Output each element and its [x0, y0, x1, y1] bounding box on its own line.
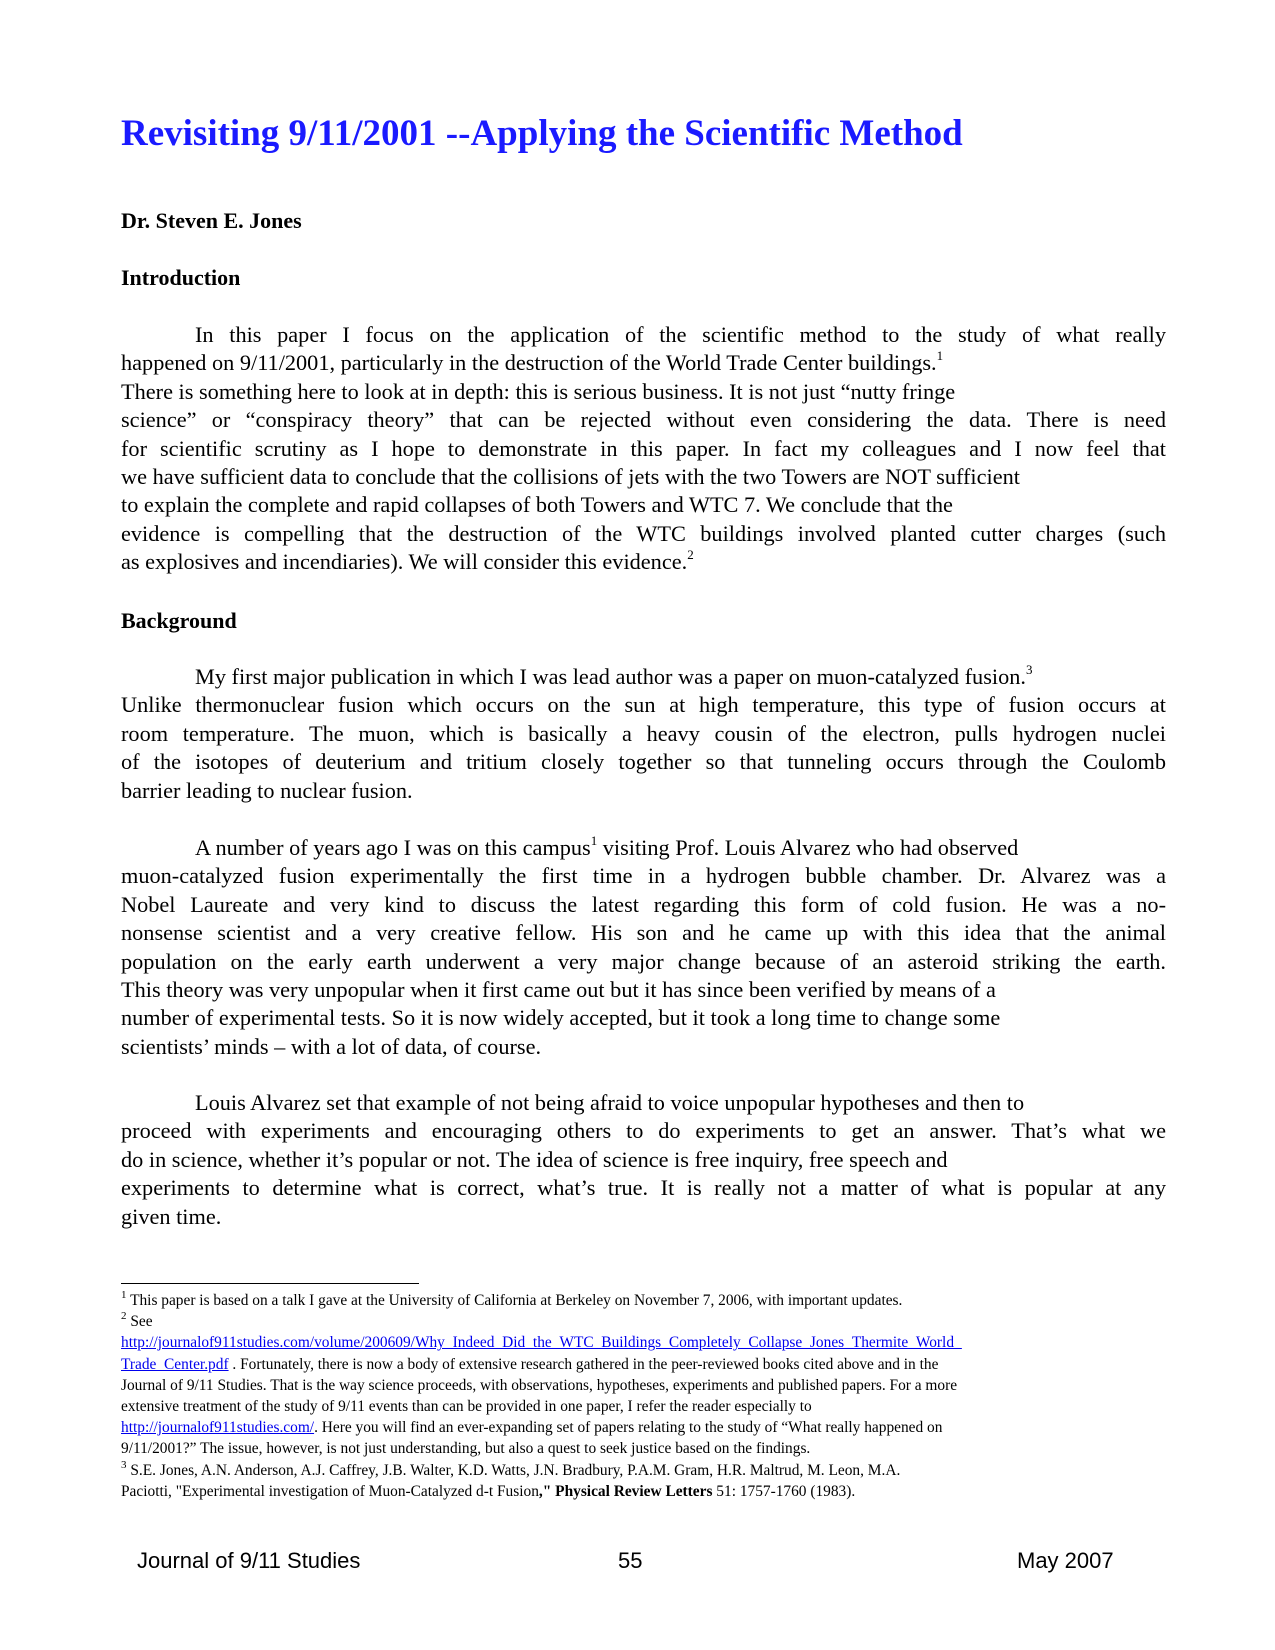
text-span: A number of years ago I was on this campus: [195, 835, 591, 860]
introduction-paragraph: [121, 321, 1166, 577]
text-line: [121, 349, 1166, 377]
footnote-line: [121, 1481, 1166, 1502]
footer-page-number: 55: [618, 1548, 643, 1573]
footnote-line: [121, 1354, 1166, 1375]
text-line: number of experimental tests. So it is now widely accepted, but it took a long time to change some: [121, 1005, 1001, 1031]
text-line: given time.: [121, 1203, 222, 1229]
text-span: as explosives and incendiaries). We will consider this evidence.: [121, 549, 688, 575]
section-heading-background: Background: [121, 608, 237, 633]
text-line: science” or “conspiracy theory” that can be rejected without even considering the data. There is need: [121, 407, 1166, 433]
text-line: There is something here to look at in depth: this is serious business. It is not just “nutty fringe: [121, 378, 956, 404]
paper-title: Revisiting 9/11/2001 --Applying the Scientific Method: [121, 113, 963, 154]
journal-pdf-link[interactable]: http://journalof911studies.com/volume/200609/Why_Indeed_Did_the_WTC_Buildings_Completely_Collapse_Jones_Thermite_World_: [121, 1334, 962, 1352]
text-line: barrier leading to nuclear fusion.: [121, 777, 413, 803]
footnote-1: [121, 1290, 1166, 1311]
text-line: Louis Alvarez set that example of not being afraid to voice unpopular hypotheses and then to: [195, 1090, 1025, 1115]
text-line: Nobel Laureate and very kind to discuss the latest regarding this form of cold fusion. He was a no-: [121, 891, 1166, 917]
footnote-number: 1: [121, 1288, 127, 1301]
background-paragraph-3: [121, 1089, 1166, 1231]
footnote-text: This paper is based on a talk I gave at the University of California at Berkeley on November 7, 2006, with important updates.: [126, 1292, 903, 1309]
footnote-line: Journal of 9/11 Studies. That is the way science proceeds, with observations, hypotheses, experiments and published papers. For a more: [121, 1376, 958, 1394]
footer-date: May 2007: [1017, 1548, 1114, 1573]
text-span: happened on 9/11/2001, particularly in the destruction of the World Trade Center buildings.: [121, 350, 937, 376]
footnote-line: [121, 1417, 1166, 1438]
footnote-ref: 2: [687, 546, 694, 562]
background-paragraph-2: [121, 834, 1166, 1061]
background-paragraph-1: [121, 663, 1166, 805]
text-line: scientists’ minds – with a lot of data, of course.: [121, 1033, 542, 1059]
text-line: experiments to determine what is correct, what’s true. It is really not a matter of what is popular at any: [121, 1175, 1166, 1201]
text-line: population on the early earth underwent a very major change because of an asteroid striking the earth.: [121, 948, 1166, 974]
text-line: [121, 834, 1166, 862]
journal-pdf-link-continued[interactable]: Trade_Center.pdf: [121, 1355, 229, 1373]
text-line: we have sufficient data to conclude that the collisions of jets with the two Towers are NOT sufficient: [121, 464, 1020, 490]
section-heading-introduction: Introduction: [121, 265, 241, 290]
footnote-line: 9/11/2001?” The issue, however, is not just understanding, but also a quest to seek justice based on the findings.: [121, 1440, 811, 1458]
footnote-2: [121, 1311, 1166, 1332]
text-line: proceed with experiments and encouraging others to do experiments to get an answer. That’s what we: [121, 1118, 1166, 1144]
journal-name: ," Physical Review Letters: [538, 1482, 713, 1500]
text-line: nonsense scientist and a very creative fellow. His son and he came up with this idea that the animal: [121, 920, 1166, 946]
text-line: for scientific scrutiny as I hope to demonstrate in this paper. In fact my colleagues and I now feel that: [121, 435, 1166, 461]
text-line: evidence is compelling that the destruction of the WTC buildings involved planted cutter charges (such: [121, 520, 1166, 546]
footnote-ref: 1: [936, 347, 944, 363]
text-line: In this paper I focus on the application of the scientific method to the study of what really: [195, 322, 1166, 347]
footnote-line: extensive treatment of the study of 9/11 events than can be provided in one paper, I refer the reader especially to: [121, 1398, 812, 1416]
footnote-text: Paciotti, "Experimental investigation of Muon-Catalyzed d-t Fusion: [121, 1482, 539, 1500]
footnote-text: . Fortunately, there is now a body of extensive research gathered in the peer-reviewed books cited above and in the: [228, 1355, 939, 1373]
text-line: room temperature. The muon, which is basically a heavy cousin of the electron, pulls hydrogen nuclei: [121, 720, 1166, 746]
footnotes: [121, 1290, 1166, 1502]
text-line: muon-catalyzed fusion experimentally the first time in a hydrogen bubble chamber. Dr. Alvarez was a: [121, 863, 1166, 889]
footnote-number: 2: [121, 1310, 127, 1323]
footnote-text: S.E. Jones, A.N. Anderson, A.J. Caffrey, J.B. Walter, K.D. Watts, J.N. Bradbury, P.A.M. Gram, H.R. Maltrud, M. Leon, M.A.: [126, 1461, 901, 1479]
text-span: visiting Prof. Louis Alvarez who had observed: [597, 835, 1019, 860]
footnote-number: 3: [121, 1458, 127, 1471]
footnote-text: 51: 1757-1760 (1983).: [712, 1482, 856, 1500]
text-line: [121, 663, 1166, 691]
footnote-ref: 1: [590, 832, 598, 848]
journal-home-link[interactable]: http://journalof911studies.com/: [121, 1419, 315, 1437]
text-line: Unlike thermonuclear fusion which occurs on the sun at high temperature, this type of fusion occurs at: [121, 692, 1166, 718]
text-line: to explain the complete and rapid collapses of both Towers and WTC 7. We conclude that the: [121, 492, 953, 518]
author-name: Dr. Steven E. Jones: [121, 208, 302, 233]
text-line: of the isotopes of deuterium and tritium closely together so that tunneling occurs through the Coulomb: [121, 749, 1166, 775]
text-line: do in science, whether it’s popular or not. The idea of science is free inquiry, free speech and: [121, 1146, 948, 1172]
footnote-text: . Here you will find an ever-expanding set of papers relating to the study of “What really happened on: [314, 1419, 943, 1437]
footnote-text: See: [126, 1313, 153, 1331]
footnote-separator: [121, 1283, 419, 1284]
text-span: My first major publication in which I was lead author was a paper on muon-catalyzed fusion.: [195, 664, 1026, 689]
footnote-ref: 3: [1025, 661, 1033, 677]
footnote-3: [121, 1460, 1166, 1481]
footnote-line: [121, 1332, 1166, 1353]
text-line: This theory was very unpopular when it first came out but it has since been verified by means of a: [121, 977, 996, 1003]
footer-journal-name: Journal of 9/11 Studies: [137, 1548, 361, 1573]
text-line: [121, 548, 1166, 576]
